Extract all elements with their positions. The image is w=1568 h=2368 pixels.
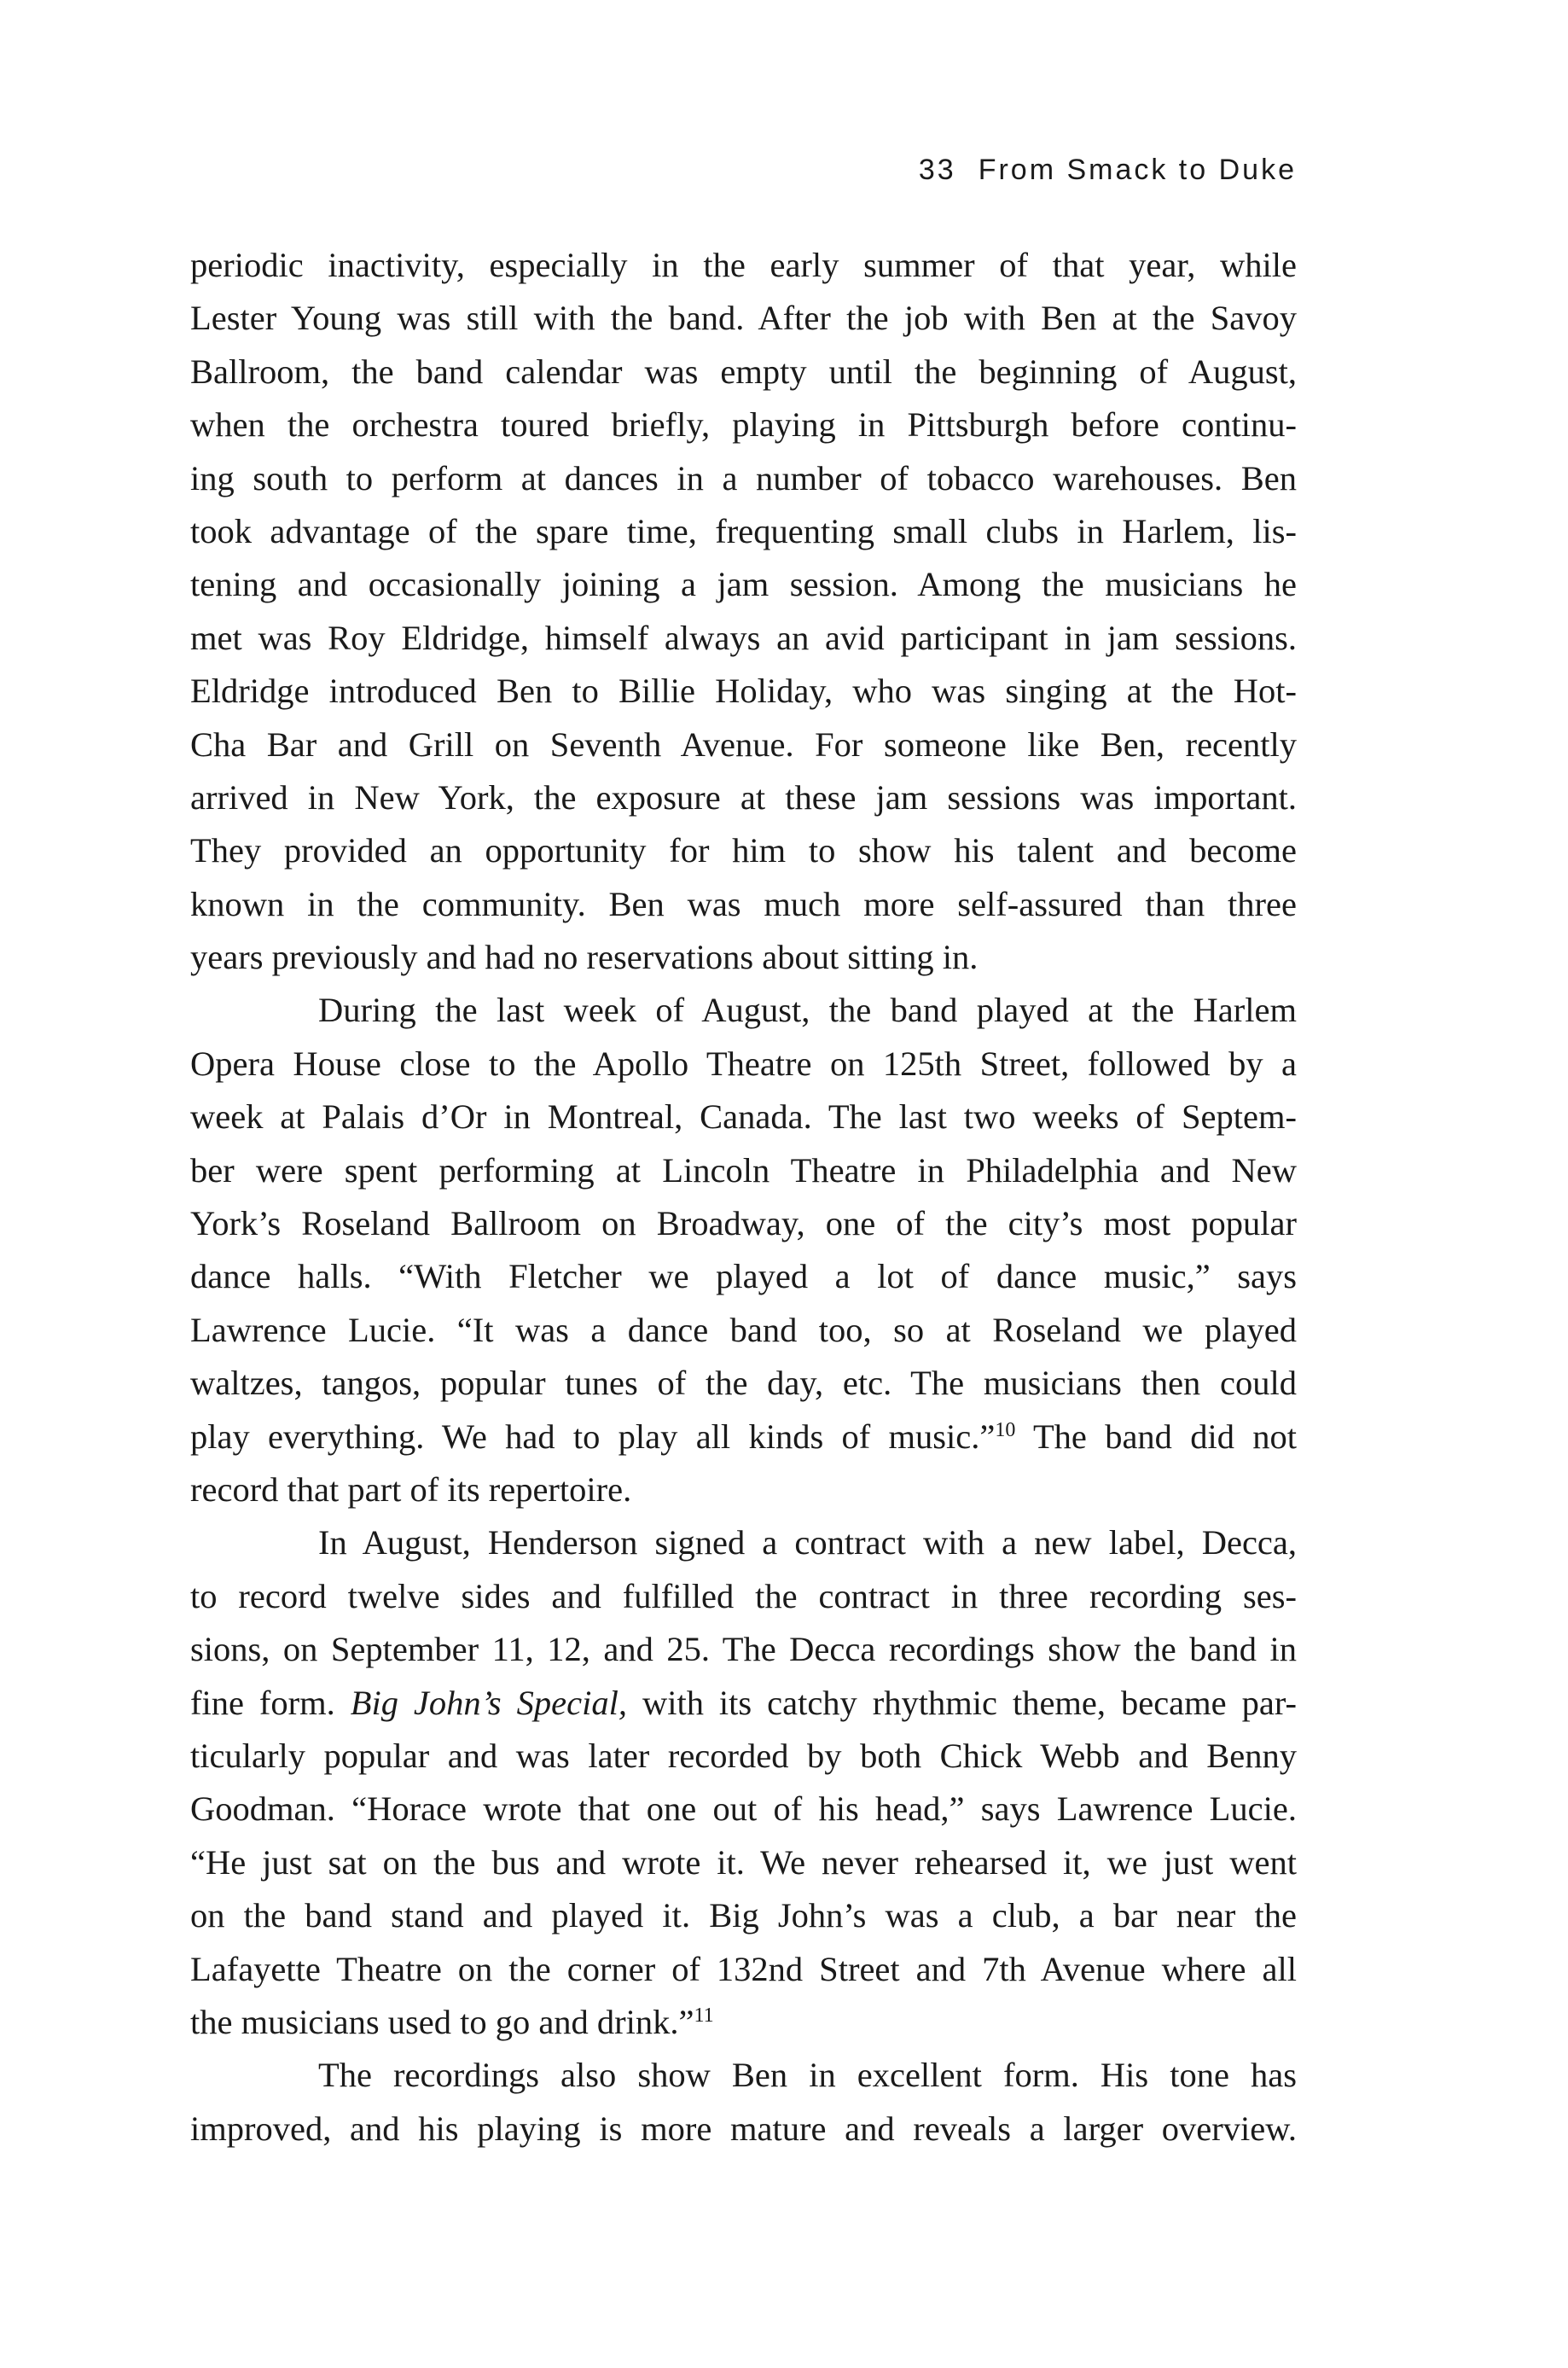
text-run: record that part of its repertoire. [190,1469,632,1509]
text-run: play everything. We had to play all kinds of music.” [190,1417,996,1456]
text-run: tening and occasionally joining a jam session. Among the musicians he [190,565,1297,604]
text-line [190,1144,1297,1197]
text-run: Opera House close to the Apollo Theatre on 125th Street, followed by a [190,1044,1297,1083]
text-run: Lafayette Theatre on the corner of 132nd Street and 7th Avenue where all [190,1949,1297,1988]
text-run: years previously and had no reservations about sitting in. [190,938,979,977]
text-line [190,771,1297,824]
text-line [190,931,1297,984]
text-run: arrived in New York, the exposure at these jam sessions was important. [190,777,1297,817]
text-line [190,1304,1297,1357]
text-line [190,1250,1297,1303]
footnote-reference: 10 [995,1418,1016,1441]
text-line [190,399,1297,451]
text-line [190,984,1297,1037]
text-run: York’s Roseland Ballroom on Broadway, one of the city’s most popular [190,1204,1297,1243]
italic-title: Big John’s Special, [350,1683,627,1722]
text-run: During the last week of August, the band played at the Harlem [318,991,1297,1030]
text-line [190,1038,1297,1091]
text-run: took advantage of the spare time, frequenting small clubs in Harlem, lis- [190,511,1297,550]
text-run: Goodman. “Horace wrote that one out of his head,” says Lawrence Lucie. [190,1789,1297,1829]
text-line [190,1357,1297,1410]
text-run: “He just sat on the bus and wrote it. We never rehearsed it, we just went [190,1842,1297,1882]
text-run: with its catchy rhythmic theme, became par- [626,1683,1297,1722]
running-head [919,154,1297,187]
text-run: to record twelve sides and fulfilled the contract in three recording ses- [190,1576,1297,1615]
text-line [190,505,1297,558]
text-line [190,612,1297,665]
paragraph [190,984,1297,1516]
text-line [190,1463,1297,1516]
text-line [190,1091,1297,1143]
text-run: The recordings also show Ben in excellent form. His tone has [318,2056,1297,2095]
text-line [190,1889,1297,1942]
text-run: waltzes, tangos, popular tunes of the day, etc. The musicians then could [190,1364,1297,1403]
text-line [190,1943,1297,1996]
text-line [190,1411,1297,1463]
text-run: on the band stand and played it. Big John’s was a club, a bar near the [190,1896,1297,1935]
text-line [190,2103,1297,2156]
text-line [190,239,1297,292]
body-text [190,239,1297,2156]
text-run: periodic inactivity, especially in the early summer of that year, while [190,246,1297,284]
text-line [190,719,1297,771]
text-line [190,292,1297,345]
text-run: Lester Young was still with the band. After the job with Ben at the Savoy [190,299,1297,338]
text-line [190,1623,1297,1676]
text-line [190,824,1297,877]
text-run: Eldridge introduced Ben to Billie Holiday, who was singing at the Hot- [190,672,1297,711]
text-run: the musicians used to go and drink.” [190,2002,694,2041]
text-run: In August, Henderson signed a contract with a new label, Decca, [318,1523,1297,1562]
text-run: sions, on September 11, 12, and 25. The Decca recordings show the band in [190,1630,1297,1669]
text-run: when the orchestra toured briefly, playing in Pittsburgh before continu- [190,405,1297,445]
running-head-title: From Smack to Duke [978,154,1297,186]
text-line [190,1197,1297,1250]
text-run: week at Palais d’Or in Montreal, Canada. The last two weeks of Septem- [190,1097,1297,1137]
paragraph [190,2049,1297,2156]
text-run: ber were spent performing at Lincoln Theatre in Philadelphia and New [190,1150,1297,1190]
paragraph [190,239,1297,984]
text-line [190,558,1297,611]
paragraph [190,1516,1297,2049]
text-run: Lawrence Lucie. “It was a dance band too, so at Roseland we played [190,1310,1297,1349]
text-line [190,1996,1297,2049]
text-line [190,878,1297,931]
text-line [190,452,1297,505]
text-line [190,2049,1297,2102]
text-line [190,1836,1297,1889]
text-line [190,1783,1297,1836]
text-run: ticularly popular and was later recorded by both Chick Webb and Benny [190,1736,1297,1775]
text-line [190,1516,1297,1569]
footnote-reference: 11 [694,2004,714,2027]
text-run: dance halls. “With Fletcher we played a lot of dance music,” says [190,1257,1297,1296]
text-run: improved, and his playing is more mature and reveals a larger overview. [190,2109,1297,2148]
text-run: They provided an opportunity for him to show his talent and become [190,831,1297,870]
text-line [190,1677,1297,1730]
text-line [190,346,1297,399]
text-run: known in the community. Ben was much more self-assured than three [190,884,1297,923]
text-run: ing south to perform at dances in a number of tobacco warehouses. Ben [190,458,1297,497]
text-run: met was Roy Eldridge, himself always an avid participant in jam sessions. [190,618,1297,657]
text-run: The band did not [1015,1417,1297,1456]
text-run: fine form. [190,1683,351,1722]
page-number: 33 [918,154,956,186]
text-line [190,1570,1297,1623]
text-line [190,1730,1297,1783]
text-run: Cha Bar and Grill on Seventh Avenue. For someone like Ben, recently [190,724,1297,764]
text-run: Ballroom, the band calendar was empty until the beginning of August, [190,352,1297,391]
text-line [190,665,1297,718]
